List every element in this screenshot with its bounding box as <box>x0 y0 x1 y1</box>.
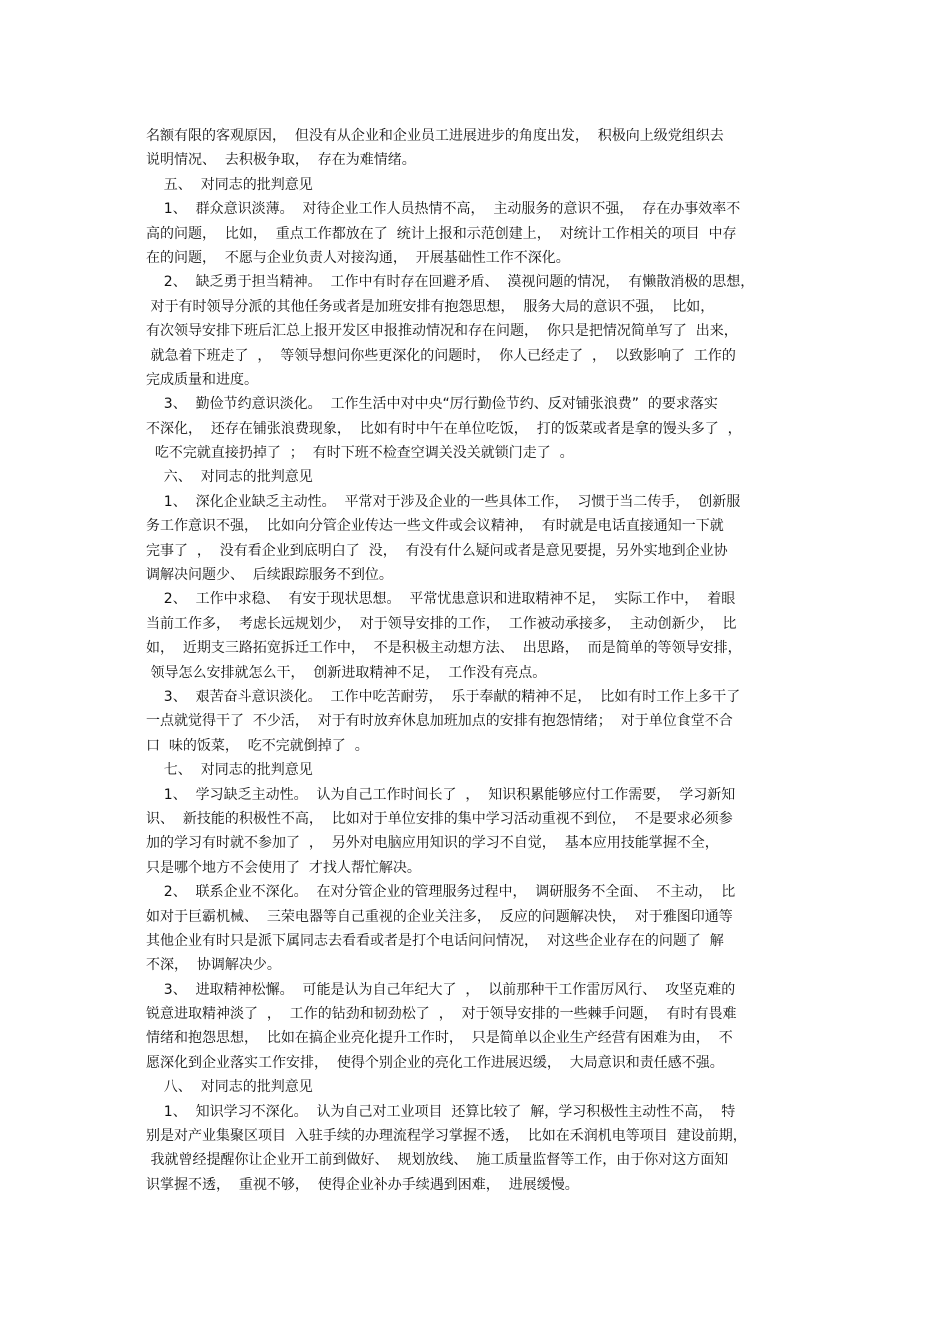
text-line: 领导怎么安排就怎么干， 创新进取精神不足， 工作没有亮点。 <box>146 664 547 681</box>
text-line: 2、 工作中求稳、 有安于现状思想。 平常忧患意识和进取精神不足， 实际工作中， 着眼 <box>146 591 736 608</box>
text-line: 识掌握不透， 重视不够， 使得企业补办手续遇到困难， 进展缓慢。 <box>146 1176 579 1193</box>
text-line: 名额有限的客观原因， 但没有从企业和企业员工进展进步的角度出发， 积极向上级党组织去 <box>146 128 724 144</box>
text-line: 我就曾经提醒你让企业开工前到做好、 规划放线、 施工质量监督等工作，由于你对这方面知 <box>146 1152 729 1169</box>
text-line: 高的问题， 比如， 重点工作都放在了 统计上报和示范创建上， 对统计工作相关的项目 中存 <box>146 225 737 242</box>
text-line: 加的学习有时就不参加了 ， 另外对电脑应用知识的学习不自觉， 基本应用技能掌握不全， <box>146 835 719 852</box>
text-line: 1、 学习缺乏主动性。 认为自己工作时间长了 ， 知识积累能够应付工作需要， 学习新知 <box>146 786 736 803</box>
text-line: 对于有时领导分派的其他任务或者是加班安排有抱怨思想， 服务大局的意识不强， 比如， <box>146 298 715 315</box>
text-line: 调解决问题少、 后续跟踪服务不到位。 <box>146 567 393 584</box>
text-line: 就急着下班走了 ， 等领导想问你些更深化的问题时， 你人已经走了 ， 以致影响了 工作的 <box>146 347 736 364</box>
text-line: 其他企业有时只是派下属同志去看看或者是打个电话问问情况， 对这些企业存在的问题了 解 <box>146 932 724 949</box>
text-line: 完事了 ， 没有看企业到底明白了 没， 有没有什么疑问或者是意见要提，另外实地到企业协 <box>146 542 728 559</box>
text-line: 情绪和抱怨思想， 比如在搞企业亮化提升工作时， 只是简单以企业生产经营有困难为由， 不 <box>146 1030 733 1047</box>
text-line: 不深化， 还存在铺张浪费现象， 比如有时中午在单位吃饭， 打的饭菜或者是拿的馒头多了 ， <box>146 420 742 437</box>
text-line: 3、 艰苦奋斗意识淡化。 工作中吃苦耐劳， 乐于奉献的精神不足， 比如有时工作上多干了 <box>146 688 741 705</box>
text-line: 愿深化到企业落实工作安排， 使得个别企业的亮化工作进展迟缓， 大局意识和责任感不强。 <box>146 1054 724 1071</box>
text-line: 务工作意识不强， 比如向分管企业传达一些文件或会议精神， 有时就是电话直接通知一下就 <box>146 518 724 535</box>
text-line: 口 味的饭菜， 吃不完就倒掉了 。 <box>146 737 369 754</box>
text-line: 说明情况、 去积极争取， 存在为难情绪。 <box>146 152 416 169</box>
text-line: 1、 知识学习不深化。 认为自己对工业项目 还算比较了 解，学习积极性主动性不高， 特 <box>146 1103 736 1120</box>
text-line: 3、 勤俭节约意识淡化。 工作生活中对中央“厉行勤俭节约、反对铺张浪费” 的要求落实 <box>146 396 718 413</box>
text-line: 如对于巨霸机械、 三荣电器等自己重视的企业关注多， 反应的问题解决快， 对于雅图印通等 <box>146 908 733 925</box>
text-line: 2、 联系企业不深化。 在对分管企业的管理服务过程中， 调研服务不全面、 不主动， 比 <box>146 884 736 901</box>
text-line: 有次领导安排下班后汇总上报开发区申报推动情况和存在问题， 你只是把情况简单写了 出来， <box>146 323 738 340</box>
text-line: 当前工作多， 考虑长远规划少， 对于领导安排的工作， 工作被动承接多， 主动创新少， 比 <box>146 615 737 632</box>
text-line: 不深， 协调解决少。 <box>146 957 281 974</box>
document-body <box>146 124 816 1197</box>
text-line: 1、 深化企业缺乏主动性。 平常对于涉及企业的一些具体工作， 习惯于当二传手， 创新服 <box>146 493 741 510</box>
text-line: 3、 进取精神松懈。 可能是认为自己年纪大了 ， 以前那种干工作雷厉风行、 攻坚克难的 <box>146 981 736 998</box>
text-line: 完成质量和进度。 <box>146 371 258 388</box>
text-line: 五、 对同志的批判意见 <box>146 176 313 193</box>
text-line: 六、 对同志的批判意见 <box>146 469 313 486</box>
text-line: 如， 近期支三路拓宽拆迁工作中， 不是积极主动想方法、 出思路， 而是简单的等领导安排， <box>146 640 742 657</box>
text-line: 识、 新技能的积极性不高， 比如对于单位安排的集中学习活动重视不到位， 不是要求必须参 <box>146 810 733 827</box>
text-line: 2、 缺乏勇于担当精神。 工作中有时存在回避矛盾、 漠视问题的情况， 有懒散消极的思想， <box>146 274 755 291</box>
text-line: 八、 对同志的批判意见 <box>146 1079 313 1096</box>
text-line: 只是哪个地方不会使用了 才找人帮忙解决。 <box>146 859 421 876</box>
text-line: 别是对产业集聚区项目 入驻手续的办理流程学习掌握不透， 比如在禾润机电等项目 建设前期， <box>146 1128 747 1145</box>
text-line: 1、 群众意识淡薄。 对待企业工作人员热情不高， 主动服务的意识不强， 存在办事效率不 <box>146 201 741 218</box>
text-line: 七、 对同志的批判意见 <box>146 762 313 779</box>
text-line: 一点就觉得干了 不少活， 对于有时放弃休息加班加点的安排有抱怨情绪； 对于单位食堂不合 <box>146 713 733 730</box>
text-line: 吃不完就直接扔掉了 ； 有时下班不检查空调关没关就锁门走了 。 <box>146 445 574 462</box>
text-line: 锐意进取精神淡了 ， 工作的钻劲和韧劲松了 ， 对于领导安排的一些棘手问题， 有时有畏难 <box>146 1006 737 1023</box>
text-line: 在的问题， 不愿与企业负责人对接沟通， 开展基础性工作不深化。 <box>146 249 570 266</box>
